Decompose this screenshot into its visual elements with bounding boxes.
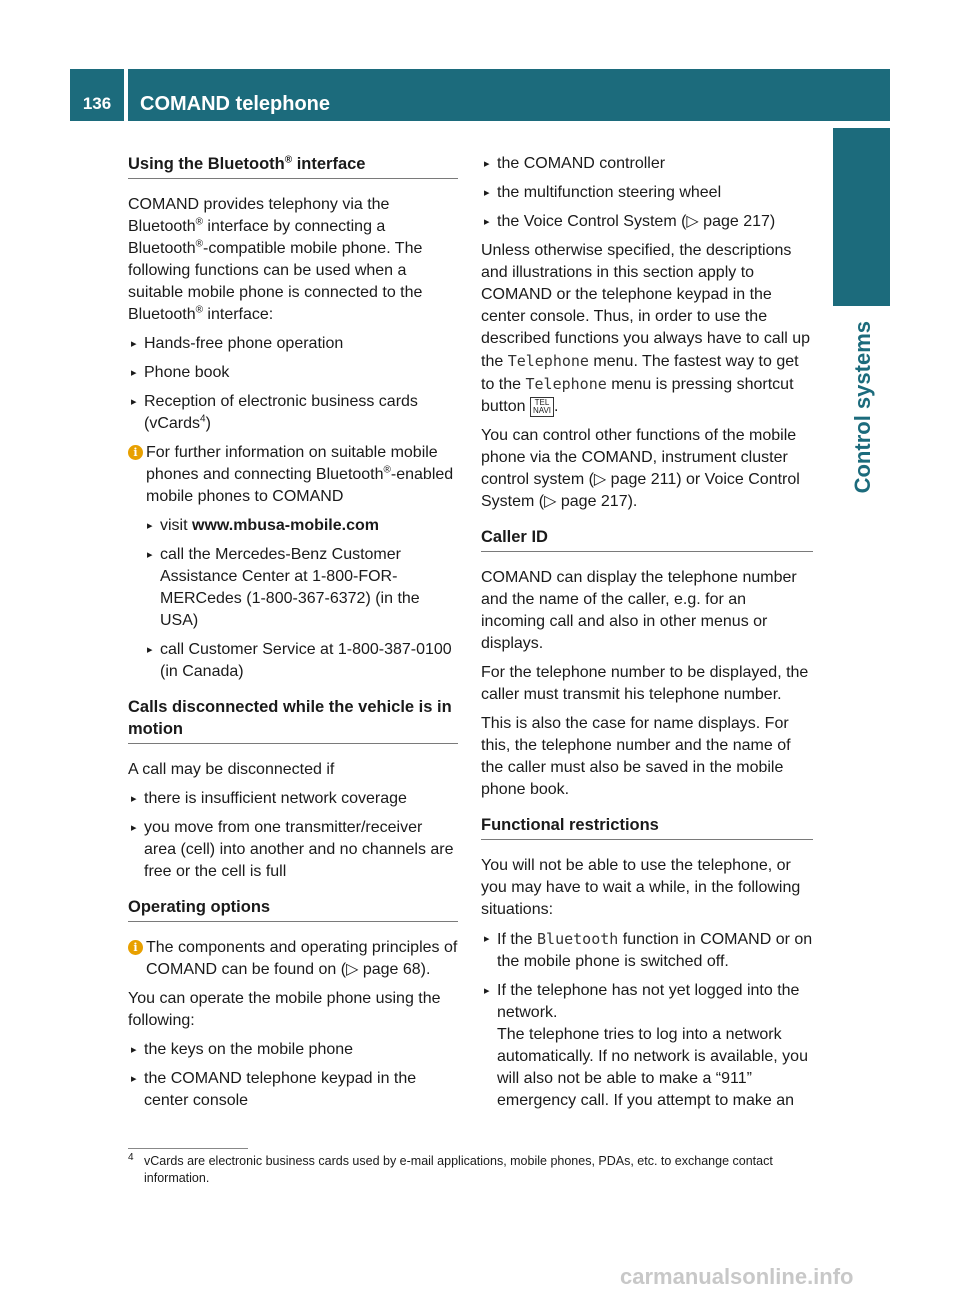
section-heading-operating-options: Operating options bbox=[128, 896, 458, 922]
info-icon: i bbox=[128, 445, 143, 460]
info-note: i The components and operating principles of COMAND can be found on (▷ page 68). bbox=[128, 937, 458, 981]
footnote-divider bbox=[128, 1148, 248, 1149]
watermark: carmanualsonline.info bbox=[620, 1264, 854, 1289]
page-header bbox=[70, 69, 890, 121]
section-heading-bluetooth: Using the Bluetooth® interface bbox=[128, 153, 458, 179]
list-item: ▸ the keys on the mobile phone bbox=[128, 1039, 458, 1061]
page-number: 136 bbox=[70, 69, 124, 121]
paragraph: A call may be disconnected if bbox=[128, 761, 335, 778]
list-item: ▸ If the telephone has not yet logged into the network. The telephone tries to log into a network automatically. If no network is available, you will also not be able to make a “911” emergency call. If you attempt to make an bbox=[481, 980, 813, 1112]
list-item: ▸ visit www.mbusa-mobile.com bbox=[144, 515, 458, 537]
paragraph: You will not be able to use the telephone, or you may have to wait a while, in the following situations: bbox=[481, 857, 801, 918]
side-tab-block bbox=[833, 128, 890, 306]
side-tab bbox=[848, 321, 878, 641]
paragraph: You can control other functions of the mobile phone via the COMAND, instrument cluster control system (▷ page 211) or Voice Control System (▷ page 217). bbox=[481, 427, 800, 510]
section-heading-functional-restrictions: Functional restrictions bbox=[481, 814, 813, 840]
list-item: ▸ call Customer Service at 1-800-387-0100 (in Canada) bbox=[144, 639, 458, 683]
chapter-title: COMAND telephone bbox=[128, 69, 890, 121]
paragraph: For the telephone number to be displayed, the caller must transmit his telephone number. bbox=[481, 664, 809, 703]
url-link[interactable]: www.mbusa-mobile.com bbox=[192, 517, 379, 534]
list-item: ▸ call the Mercedes-Benz Customer Assistance Center at 1-800-FOR-MERCedes (1-800-367-6372) (in the USA) bbox=[144, 544, 458, 632]
paragraph: COMAND can display the telephone number and the name of the caller, e.g. for an incoming call and also in other menus or displays. bbox=[481, 569, 797, 652]
list-item: ▸ Phone book bbox=[128, 362, 458, 384]
section-heading-calls-disconnected: Calls disconnected while the vehicle is in motion bbox=[128, 696, 458, 744]
list-item: ▸ the COMAND telephone keypad in the center console bbox=[128, 1068, 458, 1112]
tel-navi-key-icon: TEL NAVI bbox=[530, 397, 554, 417]
paragraph: This is also the case for name displays. For this, the telephone number and the name of the caller must also be saved in the mobile phone book. bbox=[481, 715, 791, 798]
list-item: ▸ the Voice Control System (▷ page 217) bbox=[481, 211, 813, 233]
list-item: ▸ Reception of electronic business cards (vCards$^4$) bbox=[128, 391, 458, 435]
info-note: i For further information on suitable mobile phones and connecting Bluetooth®-enabled mobile phones to COMAND bbox=[128, 442, 458, 508]
paragraph: COMAND provides telephony via the Bluetooth® interface by connecting a Bluetooth®-compatible mobile phone. The following functions can be used when a suitable mobile phone is connected to the Bluetooth® interface: bbox=[128, 196, 423, 323]
paragraph: You can operate the mobile phone using the following: bbox=[128, 990, 441, 1029]
section-heading-caller-id: Caller ID bbox=[481, 526, 813, 552]
info-icon: i bbox=[128, 940, 143, 955]
side-tab-label: Control systems bbox=[850, 321, 875, 494]
list-item: ▸ the multifunction steering wheel bbox=[481, 182, 813, 204]
left-column bbox=[128, 153, 458, 1119]
list-item: ▸ Hands-free phone operation bbox=[128, 333, 458, 355]
list-item: ▸ you move from one transmitter/receiver area (cell) into another and no channels are free or the cell is full bbox=[128, 817, 458, 883]
list-item: ▸ If the Bluetooth function in COMAND or on the mobile phone is switched off. bbox=[481, 928, 813, 973]
list-item: ▸ the COMAND controller bbox=[481, 153, 813, 175]
note-sublist bbox=[128, 515, 458, 683]
right-column bbox=[481, 153, 813, 1119]
list-item: ▸ there is insufficient network coverage bbox=[128, 788, 458, 810]
footnote: 4 vCards are electronic business cards used by e-mail applications, mobile phones, PDAs, etc. to exchange contact information. bbox=[128, 1152, 773, 1185]
paragraph: Unless otherwise specified, the descriptions and illustrations in this section apply to COMAND or the telephone keypad in the center console. Thus, in order to use the described functions you always have to call up the Telephone menu. The fastest way to get to the Telephone menu is pressing shortcut button TEL NAVI . bbox=[481, 242, 811, 415]
